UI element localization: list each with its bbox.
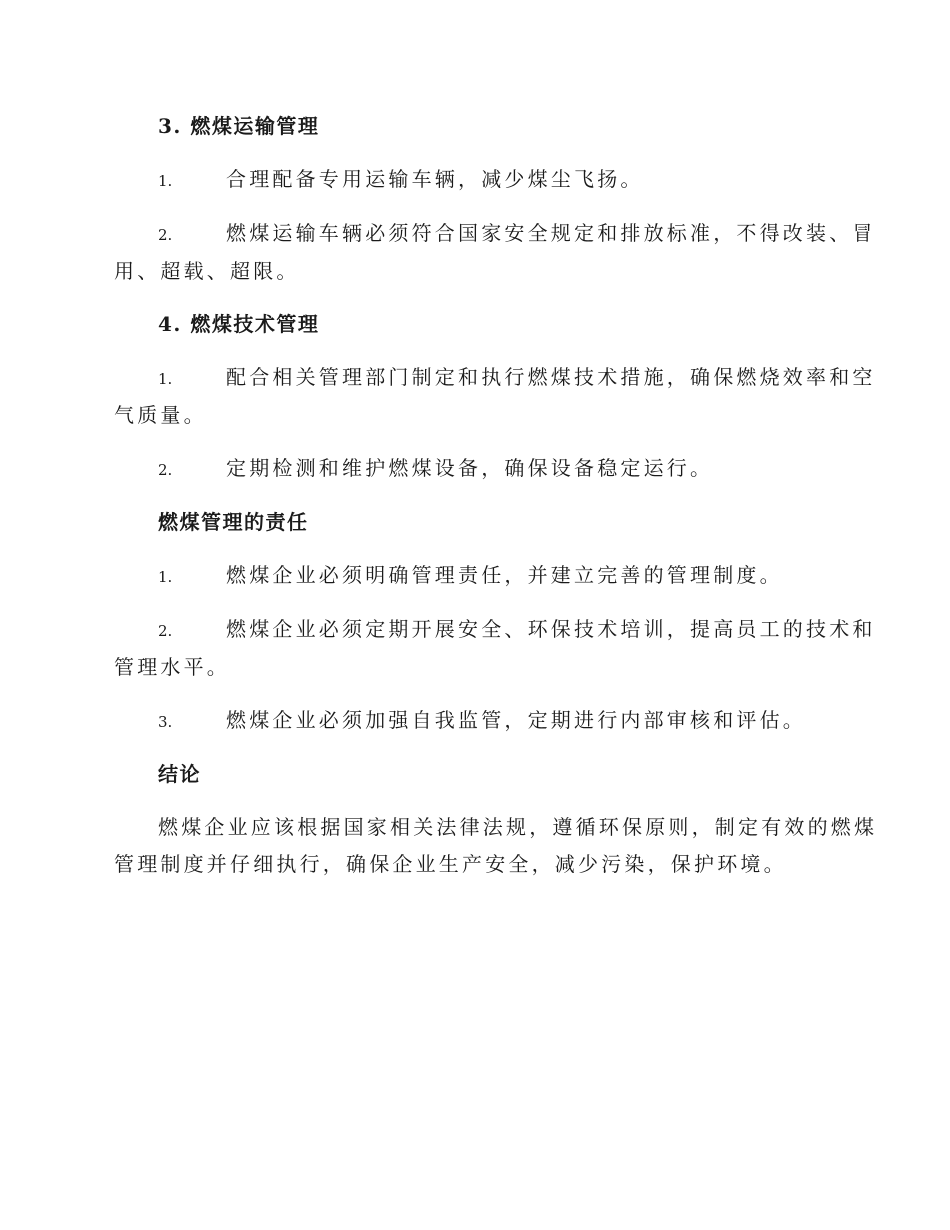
list-item-text: 燃煤企业必须明确管理责任，并建立完善的管理制度。 <box>226 563 783 587</box>
list-item-text: 燃煤运输车辆必须符合国家安全规定和排放标准，不得改装、冒 <box>226 221 876 245</box>
list-number: 2. <box>158 461 173 479</box>
list-number: 3. <box>158 713 173 731</box>
list-item-text-continued: 管理水平。 <box>114 655 230 679</box>
list-number: 1. <box>158 568 173 586</box>
list-item-text-continued: 气质量。 <box>114 403 207 427</box>
section-heading-transport: 3. 燃煤运输管理 <box>158 114 320 138</box>
conclusion-paragraph: 燃煤企业应该根据国家相关法律法规，遵循环保原则，制定有效的燃煤 <box>158 815 878 839</box>
conclusion-paragraph-continued: 管理制度并仔细执行，确保企业生产安全，减少污染，保护环境。 <box>114 852 787 876</box>
list-item-text: 燃煤企业必须定期开展安全、环保技术培训，提高员工的技术和 <box>226 617 876 641</box>
list-item-text: 定期检测和维护燃煤设备，确保设备稳定运行。 <box>226 456 714 480</box>
list-item-text: 配合相关管理部门制定和执行燃煤技术措施，确保燃烧效率和空 <box>226 365 876 389</box>
list-number: 1. <box>158 172 173 190</box>
section-heading-conclusion: 结论 <box>158 762 201 786</box>
section-heading-technology: 4. 燃煤技术管理 <box>158 312 320 336</box>
list-number: 2. <box>158 622 173 640</box>
list-item-text: 燃煤企业必须加强自我监管，定期进行内部审核和评估。 <box>226 708 806 732</box>
list-item-text-continued: 用、超载、超限。 <box>114 259 300 283</box>
list-number: 1. <box>158 370 173 388</box>
list-number: 2. <box>158 226 173 244</box>
section-heading-responsibility: 燃煤管理的责任 <box>158 510 309 534</box>
list-item-text: 合理配备专用运输车辆，减少煤尘飞扬。 <box>226 167 644 191</box>
